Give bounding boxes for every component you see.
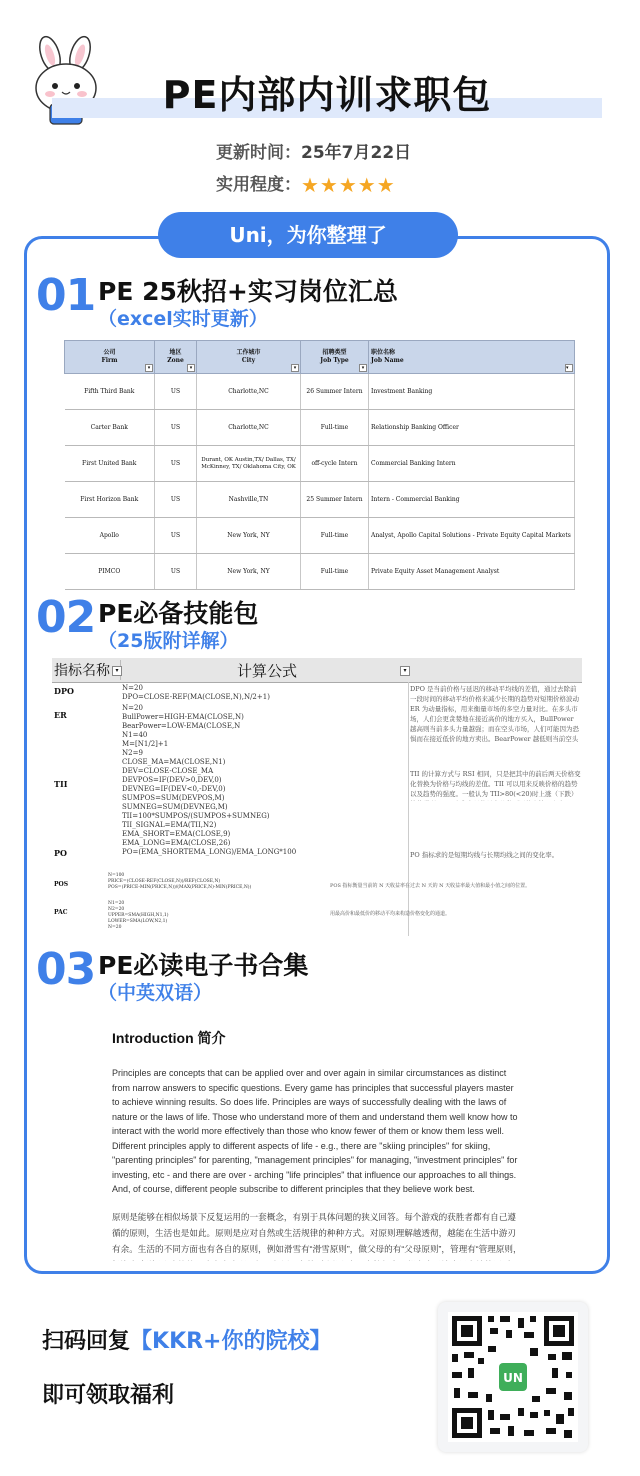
cell-job: Analyst, Apollo Capital Solutions - Private Equity Capital Markets xyxy=(369,518,575,554)
section-number: 02 xyxy=(36,592,96,643)
table-row xyxy=(65,374,575,410)
cell-job: Private Equity Asset Management Analyst xyxy=(369,554,575,590)
update-label: 更新时间： xyxy=(216,143,301,163)
cell-city: Nashville,TN xyxy=(197,482,301,518)
dropdown-arrow-icon[interactable]: ▾ xyxy=(187,364,195,372)
indicator-name: ER xyxy=(54,710,67,720)
section-title: PE 25秋招+实习岗位汇总 xyxy=(98,277,398,306)
column-header[interactable]: 地区 Zone ▾ xyxy=(155,341,197,374)
cell-zone: US xyxy=(155,410,197,446)
cta-prefix: 扫码回复 xyxy=(42,1329,131,1354)
cell-zone: US xyxy=(155,518,197,554)
indicator-formula: N=20 BullPower=HIGH-EMA(CLOSE,N) BearPower=LOW-EMA(CLOSE,N xyxy=(122,704,244,730)
cell-city: Durant, OK Austin,TX/ Dallas, TX/ McKinney, TX/ Oklahoma City, OK xyxy=(197,446,301,482)
page-title-block xyxy=(52,64,602,122)
dropdown-arrow-icon[interactable]: ▾ xyxy=(400,666,410,676)
section-subtitle: （25版附详解） xyxy=(98,630,239,652)
table-header-row xyxy=(65,341,575,374)
indicator-name: PO xyxy=(54,848,67,858)
cell-zone: US xyxy=(155,554,197,590)
sheet-header xyxy=(52,658,582,683)
cell-zone: US xyxy=(155,446,197,482)
cell-city: New York, NY xyxy=(197,518,301,554)
indicator-desc: POS 指标衡量当前的 N 天收益率在过去 N 天的 N 天收益率最大值和最小值之间的位置。 xyxy=(330,883,531,889)
cell-type: Full-time xyxy=(301,554,369,590)
dropdown-arrow-icon[interactable]: ▾ xyxy=(145,364,153,372)
section-title: PE必备技能包 xyxy=(98,599,259,628)
indicator-formula: N1=20 N2=20 UPPER=SMA(HIGH,N1,1) LOWER=SMA(LOW,N2,1) N=20 xyxy=(108,901,169,930)
column-header[interactable]: 工作城市 City ▾ xyxy=(197,341,301,374)
column-header[interactable]: 公司 Firm ▾ xyxy=(65,341,155,374)
cell-job: Relationship Banking Officer xyxy=(369,410,575,446)
cell-city: Charlotte,NC xyxy=(197,374,301,410)
cell-job: Intern - Commercial Banking xyxy=(369,482,575,518)
section-number: 01 xyxy=(36,270,96,321)
qr-badge: UN xyxy=(503,1371,523,1385)
indicator-formula: N=100 PRICE=(CLOSE-REF(CLOSE,N))/REF(CLOSE,N) POS=(PRICE-MIN(PRICE,N))/(MAX(PRICE,N)-MIN(PRICE,N)) xyxy=(108,873,252,890)
dropdown-arrow-icon[interactable]: ▾ xyxy=(291,364,299,372)
column-header[interactable]: 招聘类型 Job Type ▾ xyxy=(301,341,369,374)
ebook-preview xyxy=(112,1028,522,1261)
update-value: 25年7月22日 xyxy=(301,143,412,163)
indicator-formula: EMA_SHORT=EMA(CLOSE,9) EMA_LONG=EMA(CLOSE,26) PO=(EMA_SHORTEMA_LONG)/EMA_LONG*100 xyxy=(122,830,297,856)
cell-city: Charlotte,NC xyxy=(197,410,301,446)
indicator-name: DPO xyxy=(54,686,74,696)
cta-line-1 xyxy=(42,1324,332,1355)
column-header-indicator: 指标名称 xyxy=(54,660,121,680)
indicator-desc: 用最高价和最低价的移动平均来构造价格变化的通道。 xyxy=(330,911,451,917)
cell-job: Investment Banking xyxy=(369,374,575,410)
dropdown-arrow-icon[interactable]: ▾ xyxy=(565,364,573,372)
section-number: 03 xyxy=(36,944,96,995)
formula-sheet xyxy=(52,658,582,936)
indicator-formula: N1=40 M=[N1/2]+1 N2=9 CLOSE_MA=MA(CLOSE,N1) DEV=CLOSE-CLOSE_MA DEVPOS=IF(DEV>0,DEV,0) DEVNEG=IF(DEV<0,-DEV,0) SUMPOS=SUM(DEVPOS,M) SUMNEG=SUM(DEVNEG,M) TII=100*SUMPOS/(SUMPOS+SUMNEG) TII_SIGNAL=EMA(TII,N2) xyxy=(122,731,270,829)
dropdown-arrow-icon[interactable]: ▾ xyxy=(112,666,122,676)
table-row xyxy=(65,518,575,554)
ebook-heading: Introduction 简介 xyxy=(112,1030,226,1046)
page-title: PE内部内训求职包 xyxy=(162,73,492,117)
indicator-desc: PO 指标求的是短期均线与长期均线之间的变化率。 xyxy=(410,851,559,859)
cell-zone: US xyxy=(155,374,197,410)
rating-label: 实用程度： xyxy=(216,175,301,195)
cell-firm: First United Bank xyxy=(65,446,155,482)
update-time xyxy=(216,138,411,163)
table-row xyxy=(65,446,575,482)
section-title: PE必读电子书合集 xyxy=(98,951,309,980)
table-row xyxy=(65,482,575,518)
cta-line-2: 即可领取福利 xyxy=(42,1383,175,1408)
table-row xyxy=(65,410,575,446)
indicator-desc: DPO 是当前价格与延迟的移动平均线的差值，通过去除前一段时间的移动平均价格来减少长期的趋势对短期价格波动 xyxy=(410,685,579,703)
section-subtitle: （excel实时更新） xyxy=(98,308,268,330)
qr-code-icon xyxy=(438,1302,588,1452)
dropdown-arrow-icon[interactable]: ▾ xyxy=(359,364,367,372)
cell-firm: PIMCO xyxy=(65,554,155,590)
cell-type: Full-time xyxy=(301,410,369,446)
column-header[interactable]: 职位名称 Job Name ▾ xyxy=(369,341,575,374)
indicator-desc: TII 的计算方式与 RSI 相同，只是把其中的前后两天价格变化替换为价格与均线的差值。TII 可以用来反映价格的趋势以及趋势的强度。一般认为 TII>80(<20)时上涨（下跌） xyxy=(410,770,581,798)
column-divider xyxy=(408,682,409,936)
cell-zone: US xyxy=(155,482,197,518)
indicator-desc: ER 为动量指标，用来衡量市场的多空力量对比。在多头市场，人们会更贪婪地在接近高价的地方买入，BullPower 越高则当前多头力量越强；而在空头市场，人们可能因为恐惧而在接近低价的地方卖出。BearPower 越低则当前空头 xyxy=(410,705,579,743)
cell-firm: Carter Bank xyxy=(65,410,155,446)
table-row xyxy=(65,554,575,590)
star-rating-icon: ★★★★★ xyxy=(301,173,396,197)
column-header-formula: 计算公式 xyxy=(236,662,297,680)
rating xyxy=(216,170,396,197)
indicator-name: TII xyxy=(54,779,68,789)
cell-job: Commercial Banking Intern xyxy=(369,446,575,482)
cell-type: Full-time xyxy=(301,518,369,554)
jobs-table xyxy=(64,340,575,590)
qr-code[interactable] xyxy=(438,1302,588,1452)
cta-keyword: 【KKR+你的院校】 xyxy=(130,1329,332,1354)
cell-type: 26 Summer Intern xyxy=(301,374,369,410)
cell-type: 25 Summer Intern xyxy=(301,482,369,518)
cell-city: New York, NY xyxy=(197,554,301,590)
indicator-name: POS xyxy=(54,881,69,888)
cell-type: off-cycle Intern xyxy=(301,446,369,482)
card-pill-label: Uni，为你整理了 xyxy=(158,212,458,258)
section-subtitle: （中英双语） xyxy=(98,982,213,1004)
cell-firm: Fifth Third Bank xyxy=(65,374,155,410)
ebook-english-text: Principles are concepts that can be applied over and over again in similar circumstances as distinct from narrow answers to specific questions. Every game has principles that successful players master to achieve winning results. So does life. Principles are ways of successfully dealing with the laws of nature or the laws of life. Those who understand more of them and understand them well know how to interact with the world more effectively than those who know fewer of them or know them less well. Different principles apply to different aspects of life - e.g., there are "skiing principles" for skiing, "parenting principles" for parenting, "management principles" for managing, "investment principles" for investing, etc - and there are over - arching "life principles" that influence our approaches to all things. And, of course, different people subscribe to different principles that they believe work best. xyxy=(112,1068,518,1194)
indicator-name: PAC xyxy=(54,909,68,916)
ebook-chinese-text: 原则是能够在相似场景下反复运用的一套概念，有别于具体问题的狭义回答。每个游戏的获胜者都有自己遵循的原则，生活也是如此。原则是应对自然或生活规律的种种方式。对原则理解越透彻，越能在生活中游刃有余。生活的不同方面也有各自的原则，例如滑雪有“滑雪原则”，做父母的有“父母原则”，管理有“管理原则， xyxy=(112,1211,522,1254)
cell-firm: First Horizon Bank xyxy=(65,482,155,518)
indicator-formula: N=20 DPO=CLOSE-REF(MA(CLOSE,N),N/2+1) xyxy=(122,684,270,701)
cell-firm: Apollo xyxy=(65,518,155,554)
